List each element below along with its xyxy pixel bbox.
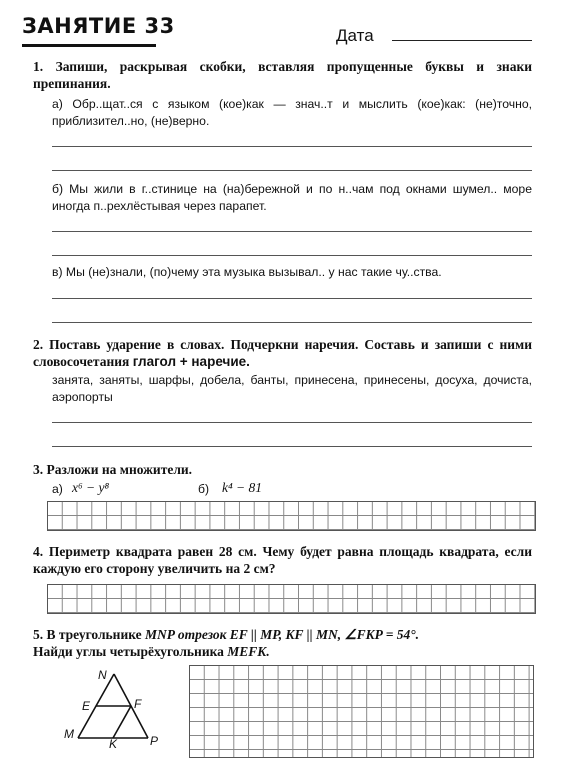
task3-a-expression: x⁶ − y⁸ xyxy=(72,480,110,495)
task2-words: занята, заняты, шарфы, добела, банты, принесена, принесены, досуха, дочиста, аэропорты xyxy=(52,373,532,404)
answer-line[interactable] xyxy=(52,322,532,323)
task5-instruction xyxy=(33,626,532,660)
answer-line[interactable] xyxy=(52,170,532,171)
label-m: M xyxy=(64,727,74,741)
label-n: N xyxy=(98,668,107,682)
label-p: P xyxy=(150,734,159,748)
label-f: F xyxy=(134,697,142,711)
task4-number: 4. xyxy=(33,544,44,559)
answer-line[interactable] xyxy=(52,146,532,147)
task2-instruction xyxy=(33,336,532,370)
task2-text: Поставь ударение в словах. Подчеркни наречия. Составь и запиши с ними словосочетания xyxy=(33,337,532,369)
task5-math2: MEFK. xyxy=(227,644,270,659)
task3-instruction xyxy=(33,461,532,478)
date-label: Дата xyxy=(336,26,374,45)
task5-number: 5. xyxy=(33,627,44,642)
answer-line[interactable] xyxy=(52,231,532,232)
task2-number: 2. xyxy=(33,337,44,352)
page-title: ЗАНЯТИЕ 33 xyxy=(22,14,175,38)
task4-text: Периметр квадрата равен 28 см. Чему будет равна площадь квадрата, если каждую его сторону увеличить на 2 см? xyxy=(33,544,532,576)
answer-line[interactable] xyxy=(52,446,532,447)
segment-kf xyxy=(113,706,131,738)
answer-grid[interactable] xyxy=(47,501,536,531)
task2-emphasis: глагол + наречие. xyxy=(132,354,250,369)
task1-c-text: в) Мы (не)знали, (по)чему эта музыка вызывал.. у нас такие чу..ства. xyxy=(52,265,442,279)
task3-text: Разложи на множители. xyxy=(46,462,193,477)
task1-text: Запиши, раскрывая скобки, вставляя пропущенные буквы и знаки препинания. xyxy=(33,59,533,91)
answer-line[interactable] xyxy=(52,422,532,423)
title-underline xyxy=(22,44,156,47)
task3-b-label: б) xyxy=(198,482,210,496)
task1-number: 1. xyxy=(33,59,44,74)
answer-grid[interactable] xyxy=(47,584,536,614)
answer-line[interactable] xyxy=(52,298,532,299)
task3-number: 3. xyxy=(33,462,44,477)
answer-line[interactable] xyxy=(52,255,532,256)
task1-a-text: а) Обр..щат..ся с языком (кое)как — знач..т и мыслить (кое)как: (не)точно, приблизител..но, (не)верно. xyxy=(52,97,532,128)
label-e: E xyxy=(82,699,91,713)
task5-text: В треугольнике xyxy=(46,627,146,642)
label-k: K xyxy=(109,737,118,751)
date-field[interactable] xyxy=(392,40,532,41)
task5-text2: Найди углы четырёхугольника xyxy=(33,644,228,659)
task1-instruction xyxy=(33,58,532,92)
task1-b-text: б) Мы жили в г..стинице на (на)бережной и по н..чам под окнами шумел.. море иногда п..рехлёстывая через парапет. xyxy=(52,182,532,213)
task4-instruction xyxy=(33,543,532,577)
task5-math: MNP отрезок EF || MP, KF || MN, ∠FKP = 54°. xyxy=(145,627,420,642)
task3-b-expression: k⁴ − 81 xyxy=(222,480,263,495)
answer-grid[interactable] xyxy=(189,665,534,758)
task3-a-label: а) xyxy=(52,482,63,496)
